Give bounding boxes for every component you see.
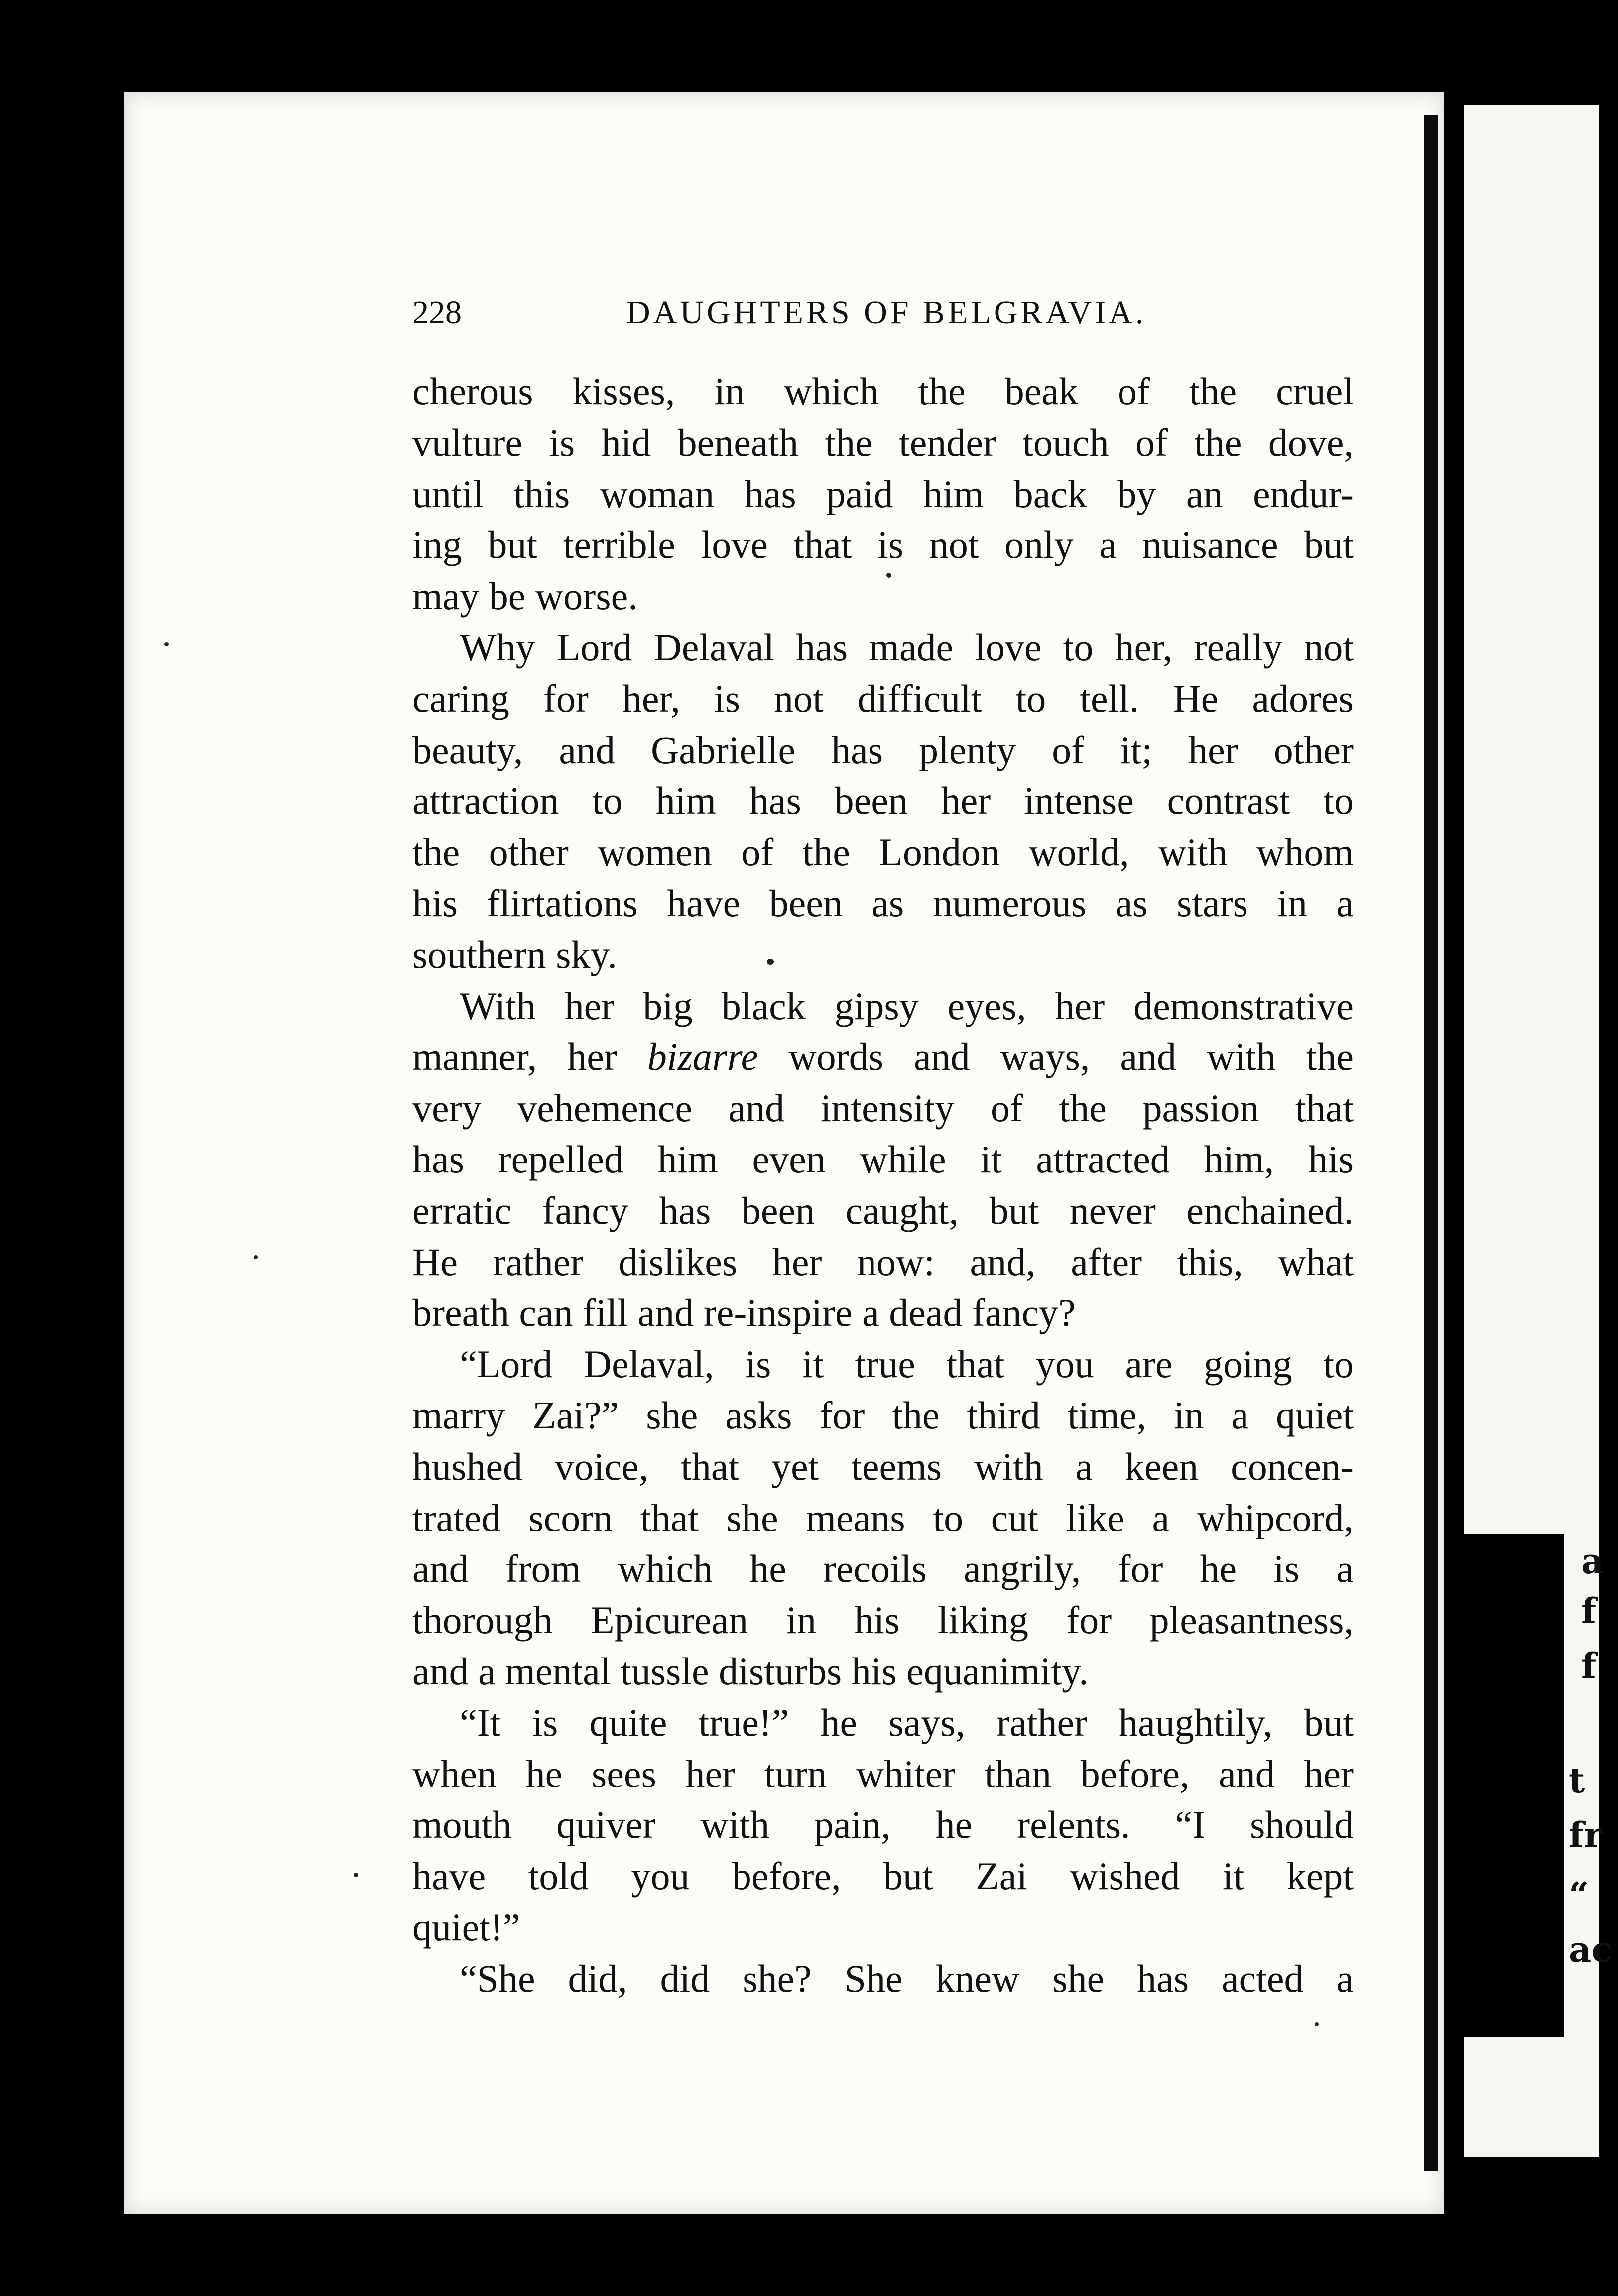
text-line: breath can fill and re-inspire a dead fancy? (412, 1291, 1076, 1335)
text-line (412, 1031, 1354, 1083)
facing-page-fragment: fr (1569, 1814, 1602, 1856)
text-line: attraction to him has been her intense contrast to (412, 779, 1354, 823)
text-line: may be worse. (412, 574, 638, 618)
page-gutter-edge (1424, 115, 1438, 2171)
text-line: have told you before, but Zai wished it kept (412, 1854, 1354, 1898)
text-line: quiet!” (412, 1905, 520, 1949)
facing-page-fragment: f (1581, 1590, 1597, 1632)
print-speck (354, 1873, 358, 1877)
text-line: “Lord Delaval, is it true that you are going to (460, 1342, 1354, 1386)
facing-page-fragment: t (1569, 1760, 1585, 1801)
text-line: hushed voice, that yet teems with a keen concen- (412, 1444, 1354, 1488)
text-line: beauty, and Gabrielle has plenty of it; her other (412, 728, 1354, 771)
text-line: until this woman has paid him back by an endur- (412, 472, 1354, 515)
text-line: southern sky. (412, 932, 617, 976)
page-header (412, 294, 1354, 339)
text-line: erratic fancy has been caught, but never enchained. (412, 1188, 1354, 1232)
text-line: has repelled him even while it attracted him, his (412, 1137, 1354, 1181)
print-speck (254, 1255, 258, 1259)
text-line: “It is quite true!” he says, rather haughtily, but (460, 1700, 1354, 1744)
text-line: ing but terrible love that is not only a nuisance but (412, 523, 1354, 567)
running-title: DAUGHTERS OF BELGRAVIA. (626, 294, 1147, 331)
print-speck (164, 642, 169, 646)
body-text (412, 366, 1354, 2005)
facing-page-fragment: ac (1569, 1929, 1613, 1970)
text-line: and a mental tussle disturbs his equanimity. (412, 1649, 1089, 1693)
facing-page-shadow (1444, 1534, 1564, 2037)
text-line: trated scorn that she means to cut like a whipcord, (412, 1496, 1354, 1539)
text-line: With her big black gipsy eyes, her demonstrative (460, 984, 1354, 1027)
text-line: Why Lord Delaval has made love to her, really not (460, 625, 1354, 669)
text-line: and from which he recoils angrily, for he is a (412, 1547, 1354, 1591)
text-line: marry Zai?” she asks for the third time, in a quiet (412, 1393, 1354, 1437)
facing-page-fragment: “ (1569, 1874, 1589, 1915)
facing-page-fragment: f (1581, 1645, 1597, 1686)
facing-page-fragment: a (1581, 1540, 1604, 1582)
text-line: “She did, did she? She knew she has acted a (460, 1956, 1354, 2000)
text-line: cherous kisses, in which the beak of the cruel (412, 370, 1354, 413)
print-speck (1315, 2022, 1319, 2026)
text-line: very vehemence and intensity of the passion that (412, 1086, 1354, 1130)
text-line: vulture is hid beneath the tender touch of the dove, (412, 420, 1354, 464)
text-line: mouth quiver with pain, he relents. “I should (412, 1803, 1354, 1847)
text-line: thorough Epicurean in his liking for pleasantness, (412, 1598, 1354, 1642)
italic-word: bizarre (647, 1035, 758, 1079)
text-line: when he sees her turn whiter than before, and her (412, 1752, 1354, 1795)
text-line: He rather dislikes her now: and, after this, what (412, 1240, 1354, 1283)
text-line: caring for her, is not difficult to tell. He adores (412, 676, 1354, 720)
text-line: his flirtations have been as numerous as stars in a (412, 881, 1354, 925)
page-number: 228 (412, 294, 462, 331)
text-line: the other women of the London world, with whom (412, 830, 1354, 874)
text-segment: manner, her bizarre words and ways, and with the (412, 1035, 1354, 1079)
